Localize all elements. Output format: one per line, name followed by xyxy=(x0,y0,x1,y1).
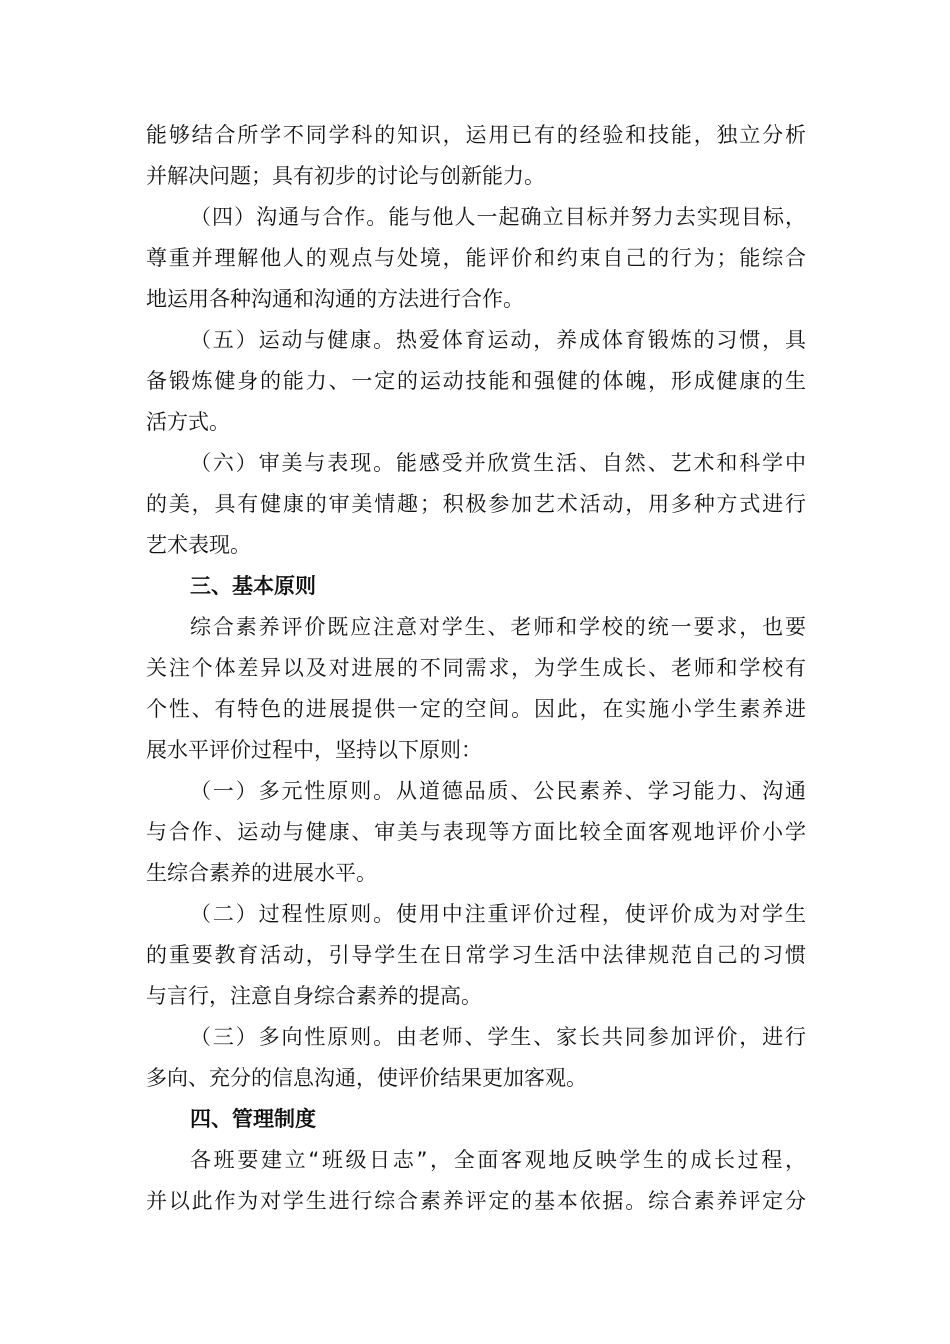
text-line: （三）多向性原则。由老师、学生、家长共同参加评价，进行 xyxy=(190,1025,806,1049)
text-line: 与合作、运动与健康、审美与表现等方面比较全面客观地评价小学 xyxy=(146,820,806,844)
text-line: 尊重并理解他人的观点与处境，能评价和约束自己的行为；能综合 xyxy=(146,246,806,270)
text-line: 活方式。 xyxy=(146,410,230,434)
text-line: 的美，具有健康的审美情趣；积极参加艺术活动，用多种方式进行 xyxy=(146,492,806,516)
section-heading: 三、基本原则 xyxy=(190,574,316,598)
text-line: 能够结合所学不同学科的知识，运用已有的经验和技能，独立分析 xyxy=(146,123,806,147)
text-line: 展水平评价过程中，坚持以下原则： xyxy=(146,738,482,762)
text-line: 并以此作为对学生进行综合素养评定的基本依据。综合素养评定分 xyxy=(146,1189,806,1213)
text-line: 多向、充分的信息沟通，使评价结果更加客观。 xyxy=(146,1066,587,1090)
text-line: 生综合素养的进展水平。 xyxy=(146,861,377,885)
text-line: 的重要教育活动，引导学生在日常学习生活中法律规范自己的习惯 xyxy=(146,943,806,967)
text-line: 并解决问题；具有初步的讨论与创新能力。 xyxy=(146,164,545,188)
text-line: 综合素养评价既应注意对学生、老师和学校的统一要求，也要 xyxy=(190,615,806,639)
text-line: 各班要建立“班级日志”，全面客观地反映学生的成长过程， xyxy=(190,1148,806,1172)
text-line: 与言行，注意自身综合素养的提高。 xyxy=(146,984,482,1008)
text-line: （五）运动与健康。热爱体育运动，养成体育锻炼的习惯，具 xyxy=(190,328,806,352)
text-line: 艺术表现。 xyxy=(146,533,251,557)
text-line: 个性、有特色的进展提供一定的空间。因此，在实施小学生素养进 xyxy=(146,697,806,721)
text-line: （二）过程性原则。使用中注重评价过程，使评价成为对学生 xyxy=(190,902,806,926)
text-line: （一）多元性原则。从道德品质、公民素养、学习能力、沟通 xyxy=(190,779,806,803)
text-line: （六）审美与表现。能感受并欣赏生活、自然、艺术和科学中 xyxy=(190,451,806,475)
text-line: 备锻炼健身的能力、一定的运动技能和强健的体魄，形成健康的生 xyxy=(146,369,806,393)
section-heading: 四、管理制度 xyxy=(190,1107,316,1131)
text-line: （四）沟通与合作。能与他人一起确立目标并努力去实现目标， xyxy=(190,205,806,229)
text-line: 地运用各种沟通和沟通的方法进行合作。 xyxy=(146,287,524,311)
text-line: 关注个体差异以及对进展的不同需求，为学生成长、老师和学校有 xyxy=(146,656,806,680)
document-body xyxy=(146,115,806,1222)
